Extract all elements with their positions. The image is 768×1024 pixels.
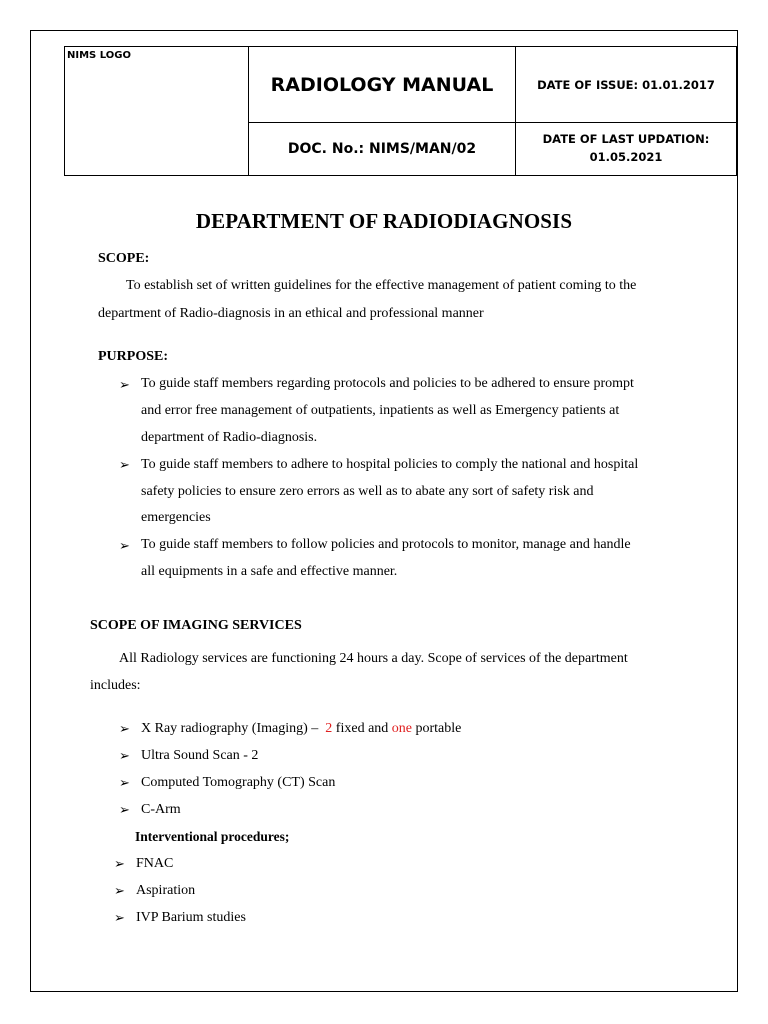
service-ultrasound: Ultra Sound Scan - 2 xyxy=(141,748,259,763)
purpose-item-2-line-3: emergencies xyxy=(141,510,211,525)
purpose-item-1-line-2: and error free management of outpatients, inpatients as well as Emergency patients at xyxy=(141,403,620,418)
department-title: DEPARTMENT OF RADIODIAGNOSIS xyxy=(195,209,573,233)
service-c-arm: C-Arm xyxy=(141,802,181,817)
purpose-item-1-line-3: department of Radio-diagnosis. xyxy=(141,430,318,445)
bullet-arrow-icon: ➢ xyxy=(119,377,130,392)
imaging-intro-line-1: All Radiology services are functioning 24 hours a day. Scope of services of the department xyxy=(119,651,628,666)
service-xray xyxy=(141,721,461,737)
date-of-issue: DATE OF ISSUE: 01.01.2017 xyxy=(516,47,737,123)
xray-portable-count: one xyxy=(391,721,412,736)
logo-placeholder xyxy=(65,47,249,176)
purpose-item-2-line-2: safety policies to ensure zero errors as well as to abate any sort of safety risk and xyxy=(141,484,594,499)
bullet-arrow-icon: ➢ xyxy=(119,802,130,817)
logo-label: NIMS LOGO xyxy=(67,50,131,61)
bullet-arrow-icon: ➢ xyxy=(119,748,130,763)
bullet-arrow-icon: ➢ xyxy=(119,457,130,472)
xray-prefix: X Ray radiography (Imaging) – xyxy=(141,721,319,736)
purpose-item-3-line-2: all equipments in a safe and effective manner. xyxy=(141,564,398,579)
purpose-item-1-line-1: To guide staff members regarding protocols and policies to be adhered to ensure prompt xyxy=(141,376,634,391)
interventional-heading: Interventional procedures; xyxy=(135,829,290,844)
bullet-arrow-icon: ➢ xyxy=(119,721,130,736)
scope-line-1: To establish set of written guidelines for the effective management of patient coming to the xyxy=(126,278,637,293)
purpose-heading: PURPOSE: xyxy=(98,349,168,364)
date-last-update-label: DATE OF LAST UPDATION: xyxy=(542,132,710,147)
purpose-item-3-line-1: To guide staff members to follow policies and protocols to monitor, manage and handle xyxy=(141,537,631,552)
scope-line-2: department of Radio-diagnosis in an ethical and professional manner xyxy=(98,306,484,321)
xray-portable-text: portable xyxy=(415,721,462,736)
document-number: DOC. No.: NIMS/MAN/02 xyxy=(249,123,516,176)
xray-fixed-count: 2 xyxy=(325,721,333,736)
manual-title: RADIOLOGY MANUAL xyxy=(249,47,516,123)
xray-fixed-text: fixed and xyxy=(335,721,389,736)
document-header-table xyxy=(64,46,737,176)
imaging-intro-line-2: includes: xyxy=(90,678,141,693)
bullet-arrow-icon: ➢ xyxy=(114,910,125,925)
service-ct-scan: Computed Tomography (CT) Scan xyxy=(141,775,336,790)
bullet-arrow-icon: ➢ xyxy=(114,883,125,898)
imaging-services-heading: SCOPE OF IMAGING SERVICES xyxy=(90,618,302,633)
date-of-last-update xyxy=(516,123,737,176)
procedure-aspiration: Aspiration xyxy=(136,883,196,898)
bullet-arrow-icon: ➢ xyxy=(119,538,130,553)
purpose-item-2-line-1: To guide staff members to adhere to hospital policies to comply the national and hospital xyxy=(141,457,639,472)
procedure-fnac: FNAC xyxy=(136,856,174,871)
date-last-update-value: 01.05.2021 xyxy=(589,150,663,164)
procedure-ivp-barium: IVP Barium studies xyxy=(136,910,246,925)
scope-heading: SCOPE: xyxy=(98,251,150,266)
bullet-arrow-icon: ➢ xyxy=(114,856,125,871)
bullet-arrow-icon: ➢ xyxy=(119,775,130,790)
